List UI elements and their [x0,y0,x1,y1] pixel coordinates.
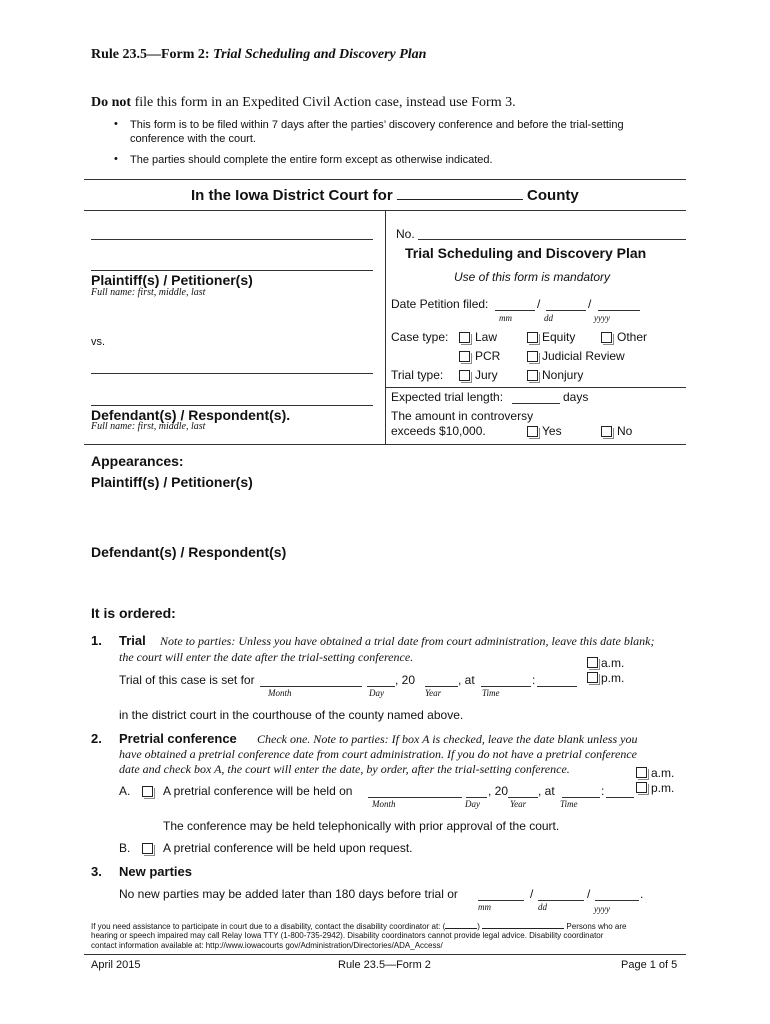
caption-title: Trial Scheduling and Discovery Plan [405,245,647,261]
appearances-defendants: Defendant(s) / Respondent(s) [91,544,287,560]
time-label: Time [560,799,578,809]
divider [84,179,686,180]
amount-no-checkbox[interactable] [601,426,612,437]
plaintiff-hint: Full name: first, middle, last [91,287,206,298]
disability-note-end: Persons who are [566,922,627,931]
case-type-label: Case type: [391,330,449,344]
mm-label: mm [478,902,491,912]
at-label: , at [538,784,555,798]
disability-note-start: If you need assistance to participate in court due to a disability, contact the disability coordinator at: ( [91,922,446,931]
year-label: Year [510,799,527,809]
no-label: No [617,424,633,438]
do-not-label: Do not [91,95,132,110]
slash: / [530,887,534,901]
footer-date: April 2015 [91,959,141,971]
trial-day-field[interactable] [367,686,395,687]
case-type-law-checkbox[interactable] [459,332,470,343]
section2-title: Pretrial conference [119,731,237,746]
law-label: Law [475,330,498,344]
ordered-heading: It is ordered: [91,605,176,621]
day-label: Day [465,799,480,809]
trial-year-field[interactable] [425,686,458,687]
at-label: , at [458,673,475,687]
jury-label: Jury [475,368,498,382]
bullet-icon: • [114,118,118,130]
bullet2: The parties should complete the entire form except as otherwise indicated. [130,154,493,166]
court-prefix: In the Iowa District Court for [191,187,393,204]
defendant-name-line[interactable] [91,373,373,374]
coordinator-phone[interactable] [482,920,564,929]
section1-am-label: a.m. [601,656,625,670]
expected-length-field[interactable] [512,403,560,404]
case-number-label: No. [396,227,415,241]
plaintiff-name-line[interactable] [91,239,373,240]
divider [385,210,386,444]
pretrial-year-field[interactable] [508,797,538,798]
year-label: Year [425,688,442,698]
section2-note-line3: date and check box A, the court will enter the date, by order, after the trial-setting conference. [119,762,570,776]
defendant-label: Defendant(s) / Respondent(s). [91,407,291,423]
section2-pm-label: p.m. [651,781,675,795]
section2-am-label: a.m. [651,766,675,780]
section3-number: 3. [91,864,102,879]
appearances-heading: Appearances: [91,453,184,469]
option-b-checkbox[interactable] [142,843,153,854]
date-filed-mm[interactable] [495,310,535,311]
comma20: , 20 [488,784,509,798]
option-a-checkbox[interactable] [142,786,153,797]
new-parties-yyyy[interactable] [595,900,639,901]
telephonic-text: The conference may be held telephonically with prior approval of the court. [163,819,560,833]
section2-note-line1: Check one. Note to parties: If box A is checked, leave the date blank unless you [257,732,638,746]
slash: / [587,887,591,901]
paren-close: ) [477,922,480,931]
courthouse-text: in the district court in the courthouse of the county named above. [119,708,464,722]
court-suffix: County [527,187,579,204]
yyyy-label: yyyy [594,904,610,914]
form-header [91,47,426,63]
form-title: Trial Scheduling and Discovery Plan [213,47,427,62]
pretrial-month-field[interactable] [368,797,462,798]
section2-number: 2. [91,731,102,746]
judicial-review-label: Judicial Review [542,349,625,363]
mm-label: mm [499,313,512,323]
new-parties-mm[interactable] [478,900,524,901]
defendant-name-line[interactable] [91,405,373,406]
option-b-label: B. [119,841,131,855]
option-a-label: A. [119,784,131,798]
day-label: Day [369,688,384,698]
period: . [640,887,644,901]
pretrial-day-field[interactable] [466,797,487,798]
trial-minute-field[interactable] [537,686,577,687]
defendant-hint: Full name: first, middle, last [91,421,206,432]
divider [386,387,686,388]
case-type-judicial-review-checkbox[interactable] [527,351,538,362]
other-label: Other [617,330,648,344]
case-type-pcr-checkbox[interactable] [459,351,470,362]
section2-am-checkbox[interactable] [636,767,647,778]
footer-divider [84,954,686,955]
plaintiff-label: Plaintiff(s) / Petitioner(s) [91,272,253,288]
amount-line1: The amount in controversy [391,409,534,423]
dd-label: dd [538,902,547,912]
trial-type-label: Trial type: [391,368,444,382]
section1-pm-label: p.m. [601,671,625,685]
case-number-field[interactable] [418,239,686,240]
section1-title: Trial [119,633,146,648]
slash: / [588,297,592,311]
month-label: Month [268,688,292,698]
pretrial-hour-field[interactable] [562,797,600,798]
trial-month-field[interactable] [260,686,362,687]
section1-note-line2: the court will enter the date after the trial-setting conference. [119,650,414,664]
trial-type-nonjury-checkbox[interactable] [527,370,538,381]
rule-label: Rule 23.5—Form 2: [91,47,210,62]
option-b-text: A pretrial conference will be held upon request. [163,841,413,855]
new-parties-text: No new parties may be added later than 180 days before trial or [119,887,458,901]
expected-length-label: Expected trial length: [391,390,504,404]
vs-label: vs. [91,336,106,348]
divider [84,444,686,445]
amount-yes-checkbox[interactable] [527,426,538,437]
disability-note-line2: hearing or speech impaired may call Relay Iowa TTY (1-800-735-2942). Disability coordinators cannot provide legal advice. Disability coordinator [91,931,604,940]
dd-label: dd [544,313,553,323]
date-filed-yyyy[interactable] [598,310,640,311]
disability-note-line1 [91,920,626,931]
case-type-other-checkbox[interactable] [601,332,612,343]
equity-label: Equity [542,330,576,344]
colon: : [601,784,605,798]
appearances-plaintiffs: Plaintiff(s) / Petitioner(s) [91,474,253,490]
trial-set-for-label: Trial of this case is set for [119,673,255,687]
comma20: , 20 [395,673,416,687]
plaintiff-name-line[interactable] [91,270,373,271]
yyyy-label: yyyy [594,313,610,323]
section1-note-line1: Note to parties: Unless you have obtained a trial date from court administration, leave this date blank; [160,634,655,648]
trial-hour-field[interactable] [481,686,531,687]
bullet1-line1: This form is to be filed within 7 days after the parties’ discovery conference and before the trial-setting [130,119,624,131]
section3-title: New parties [119,864,192,879]
date-filed-label: Date Petition filed: [391,297,489,311]
amount-line2: exceeds $10,000. [391,424,486,438]
section1-pm-checkbox[interactable] [587,672,598,683]
yes-label: Yes [542,424,562,438]
do-not-notice [91,95,516,111]
slash: / [537,297,541,311]
option-a-text: A pretrial conference will be held on [163,784,353,798]
do-not-text: file this form in an Expedited Civil Action case, instead use Form 3. [134,95,516,110]
month-label: Month [372,799,396,809]
disability-note-line3: contact information available at: http://www.iowacourts gov/Administration/Directories/ADA_Access/ [91,941,443,950]
nonjury-label: Nonjury [542,368,584,382]
bullet-icon: • [114,153,118,165]
mandatory-note: Use of this form is mandatory [454,270,611,284]
colon: : [532,673,536,687]
days-label: days [563,390,589,404]
section2-pm-checkbox[interactable] [636,782,647,793]
court-heading [191,187,579,204]
section1-am-checkbox[interactable] [587,657,598,668]
footer-rule: Rule 23.5—Form 2 [338,959,431,971]
section1-number: 1. [91,633,102,648]
date-filed-dd[interactable] [546,310,586,311]
trial-type-jury-checkbox[interactable] [459,370,470,381]
case-type-equity-checkbox[interactable] [527,332,538,343]
coordinator-area-code[interactable] [445,920,477,929]
new-parties-dd[interactable] [538,900,584,901]
bullet1-line2: conference with the court. [130,133,256,145]
time-label: Time [482,688,500,698]
footer-page: Page 1 of 5 [621,959,678,971]
pcr-label: PCR [475,349,501,363]
section2-note-line2: have obtained a pretrial conference date from court administration. If you do not have a pretrial conference [119,747,638,761]
county-field[interactable] [397,187,523,200]
pretrial-minute-field[interactable] [606,797,634,798]
